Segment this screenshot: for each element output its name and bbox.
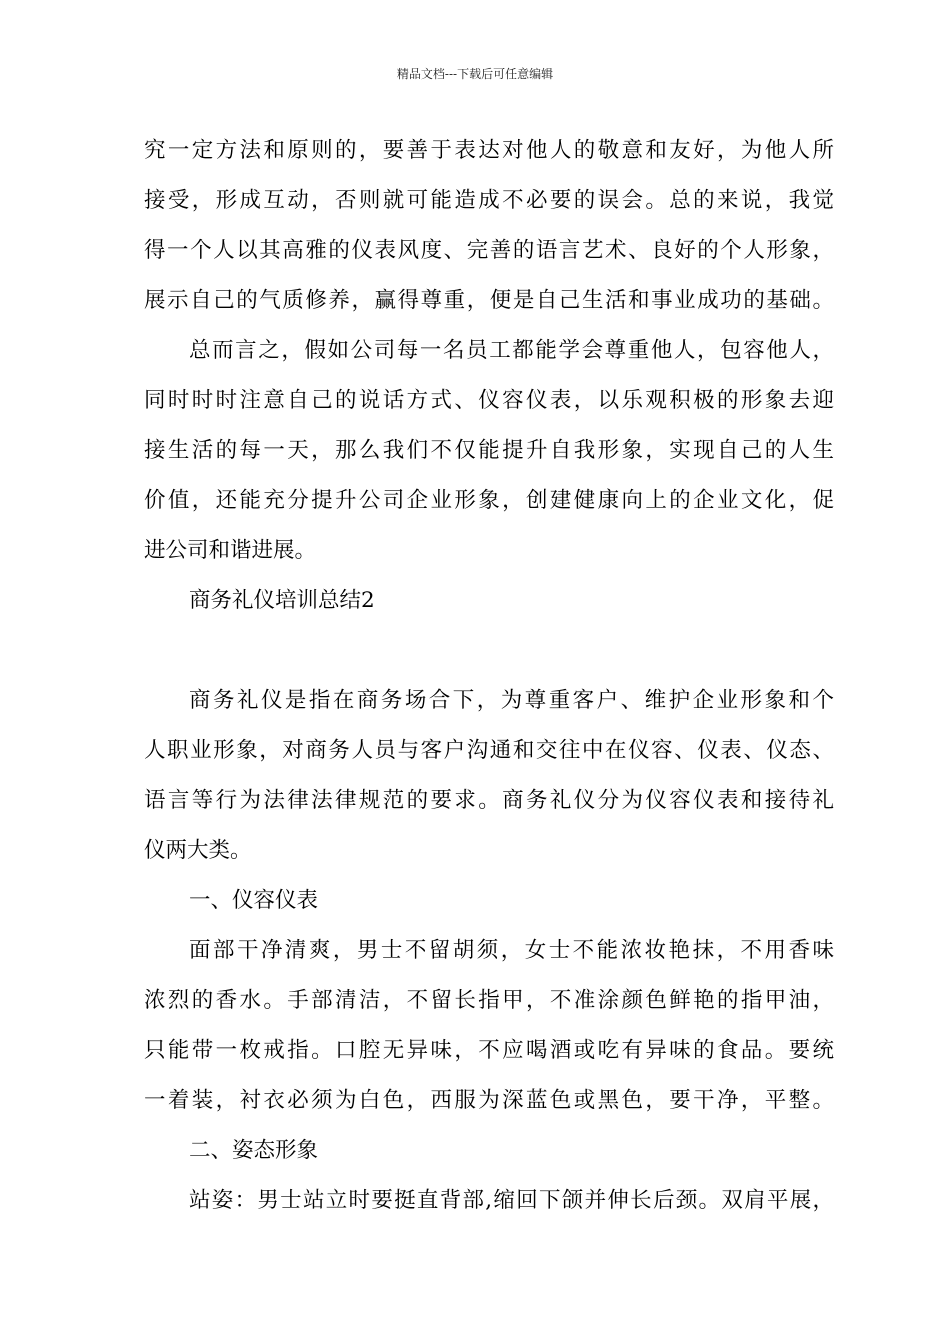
paragraph-line: 究一定方法和原则的，要善于表达对他人的敬意和友好，为他人所	[144, 138, 834, 163]
paragraph-line: 接生活的每一天，那么我们不仅能提升自我形象，实现自己的人生	[144, 438, 834, 463]
paragraph-line: 总而言之，假如公司每一名员工都能学会尊重他人，包容他人，	[189, 338, 834, 363]
paragraph-line: 得一个人以其高雅的仪表风度、完善的语言艺术、良好的个人形象，	[144, 238, 834, 263]
paragraph-line: 一着装，衬衣必须为白色，西服为深蓝色或黑色，要干净，平整。	[144, 1088, 834, 1113]
section-title: 商务礼仪培训总结2	[189, 588, 375, 613]
paragraph-line: 浓烈的香水。手部清洁，不留长指甲，不准涂颜色鲜艳的指甲油，	[144, 988, 834, 1013]
blank-line	[144, 626, 834, 676]
paragraph-line: 人职业形象，对商务人员与客户沟通和交往中在仪容、仪表、仪态、	[144, 738, 834, 763]
paragraph-line: 价值，还能充分提升公司企业形象，创建健康向上的企业文化，促	[144, 488, 834, 513]
paragraph-line: 接受，形成互动，否则就可能造成不必要的误会。总的来说，我觉	[144, 188, 834, 213]
paragraph-line: 同时时时注意自己的说话方式、仪容仪表，以乐观积极的形象去迎	[144, 388, 834, 413]
paragraph-line: 站姿：男士站立时要挺直背部,缩回下颌并伸长后颈。双肩平展，	[189, 1188, 834, 1213]
section-heading: 一、仪容仪表	[189, 888, 319, 913]
paragraph-line: 语言等行为法律法律规范的要求。商务礼仪分为仪容仪表和接待礼	[144, 788, 834, 813]
document-body	[144, 126, 834, 1226]
paragraph-line: 只能带一枚戒指。口腔无异味，不应喝酒或吃有异味的食品。要统	[144, 1038, 834, 1063]
page-header: 精品文档---下载后可任意编辑	[396, 67, 554, 81]
paragraph-line: 展示自己的气质修养，赢得尊重，便是自己生活和事业成功的基础。	[144, 288, 834, 313]
paragraph-line: 面部干净清爽，男士不留胡须，女士不能浓妆艳抹，不用香味	[189, 938, 834, 963]
paragraph-line: 商务礼仪是指在商务场合下，为尊重客户、维护企业形象和个	[189, 688, 834, 713]
paragraph-line: 仪两大类。	[144, 838, 252, 863]
paragraph-line: 进公司和谐进展。	[144, 538, 317, 563]
section-heading: 二、姿态形象	[189, 1138, 319, 1163]
